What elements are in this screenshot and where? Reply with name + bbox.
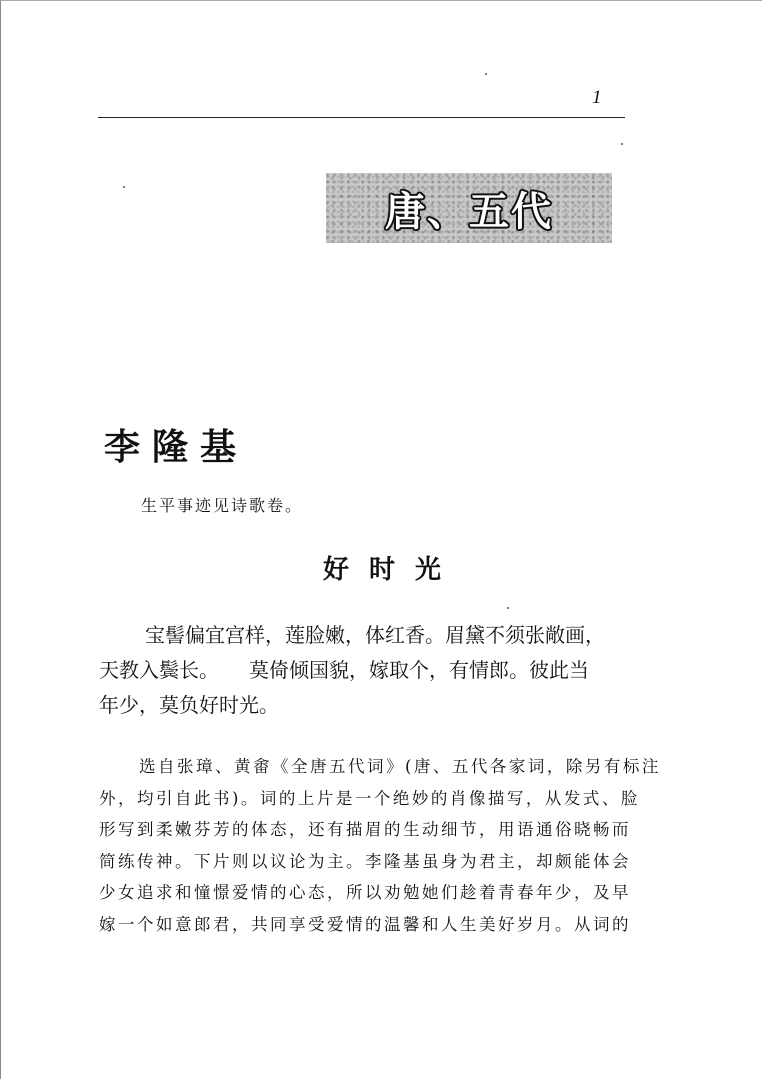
scan-speck: [507, 607, 509, 609]
author-note: 生平事迹见诗歌卷。: [141, 496, 304, 515]
poem-line: 天教入鬓长。 莫倚倾国貌，嫁取个，有情郎。彼此当: [99, 658, 589, 682]
poem-title: 好时光: [322, 555, 461, 585]
poem-line: 年少，莫负好时光。: [99, 693, 279, 717]
section-title: 唐、五代: [385, 188, 553, 235]
commentary-line: 少女追求和憧憬爱情的心态，所以劝勉她们趁着青春年少，及早: [99, 883, 631, 902]
commentary: [99, 751, 661, 940]
commentary-line: 简练传神。下片则以议论为主。李隆基虽身为君主，却颇能体会: [99, 851, 631, 871]
page-number: 1: [592, 87, 602, 108]
commentary-line: 外，均引自此书)。词的上片是一个绝妙的肖像描写，从发式、脸: [99, 788, 640, 808]
commentary-line: 形写到柔嫩芬芳的体态，还有描眉的生动细节，用语通俗晓畅而: [99, 820, 631, 839]
header-rule: [98, 117, 625, 118]
scan-speck: [123, 186, 125, 188]
poem-body: [99, 618, 639, 723]
commentary-line: 嫁一个如意郎君，共同享受爱情的温馨和人生美好岁月。从词的: [99, 914, 631, 934]
section-banner: [326, 173, 612, 243]
author-name: 李隆基: [104, 426, 249, 468]
commentary-line: 选自张璋、黄畬《全唐五代词》(唐、五代各家词，除另有标注: [139, 757, 661, 776]
poem-line: 宝髻偏宜宫样，莲脸嫩，体红香。眉黛不须张敞画，: [145, 623, 605, 647]
scan-speck: [485, 73, 487, 75]
scan-speck: [621, 143, 623, 145]
